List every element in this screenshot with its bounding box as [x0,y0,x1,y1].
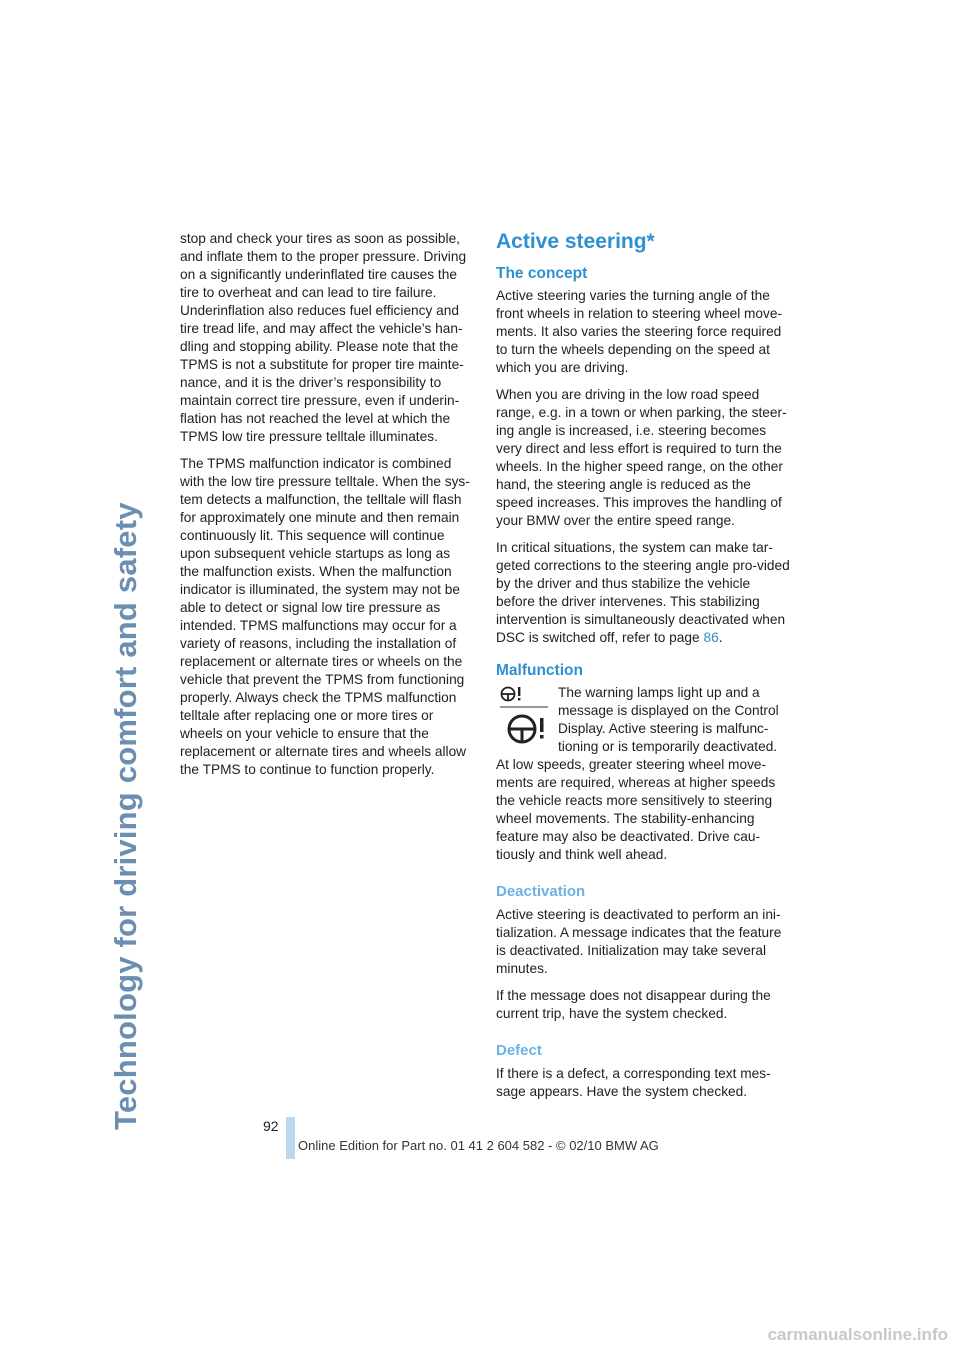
footer-edition-text: Online Edition for Part no. 01 41 2 604 582 - © 02/10 BMW AG [298,1138,659,1153]
steering-warning-large-icon [500,706,550,748]
malfunction-heading: Malfunction [496,662,583,679]
left-column [180,230,472,788]
malfunction-block [496,684,790,756]
defect-paragraph-1: If there is a defect, a corresponding text mes-sage appears. Have the system checked. [496,1066,771,1099]
left-paragraph-2: The TPMS malfunction indicator is combined with the low tire pressure telltale. When the sys-tem detects a malfunction, the telltale will flash for approximately one minute and then remain continuously lit. This sequence will continue upon subsequent vehicle startups as long as the malfunction exists. When the malfunction indicator is illuminated, the system may not be able to detect or signal low tire pressure as intended. TPMS malfunctions may occur for a variety of reasons, including the installation of replacement or alternate tires or wheels on the vehicle that prevent the TPMS from functioning properly. Always check the TPMS malfunction telltale after replacing one or more tires or wheels on your vehicle to ensure that the replacement or alternate tires and wheels allow the TPMS to continue to function properly. [180,456,470,777]
side-chapter-title: Technology for driving comfort and safety [108,502,143,1130]
section-title: Active steering* [496,230,655,253]
malfunction-paragraph-1: The warning lamps light up and a message is displayed on the Control Display. Active steering is malfunc-tioning or is temporarily deactivated. [558,685,779,754]
concept-heading: The concept [496,265,588,282]
page-number: 92 [263,1118,279,1134]
deactivation-heading: Deactivation [496,883,586,900]
defect-heading: Defect [496,1042,542,1059]
concept-paragraph-3 [496,539,790,647]
concept-paragraph-1: Active steering varies the turning angle of the front wheels in relation to steering wheel move-ments. It also varies the steering force required to turn the wheels depending on the speed at which you are driving. [496,288,783,375]
watermark: carmanualsonline.info [767,1325,948,1344]
concept-paragraph-3-text: In critical situations, the system can make tar-geted corrections to the steering angle pro-vided by the driver and thus stabilize the vehicle before the driver intervenes. This stabilizing intervention is simultaneously deactivated when DSC is switched off, refer to page [496,540,790,645]
deactivation-paragraph-2: If the message does not disappear during the current trip, have the system checked. [496,988,771,1021]
left-paragraph-1: stop and check your tires as soon as possible, and inflate them to the proper pressure. Driving on a significantly underinflated tire causes the tire to overheat and can lead to tire failure. Underinflation also reduces fuel efficiency and tire tread life, and may affect the vehicle’s han-dling and stopping ability. Please note that the TPMS is not a substitute for proper tire mainte-nance, and it is the driver’s responsibility to maintain correct tire pressure, even if underin-flation has not reached the level at which the TPMS low tire pressure telltale illuminates. [180,231,467,444]
concept-paragraph-2: When you are driving in the low road speed range, e.g. in a town or when parking, the steer-ing angle is increased, i.e. steering becomes very direct and less effort is required to turn the wheels. In the higher speed range, on the other hand, the steering angle is reduced as the speed increases. This improves the handling of your BMW over the entire speed range. [496,387,787,528]
concept-paragraph-3-end: . [718,630,723,645]
page-reference-link[interactable]: 86 [703,630,719,645]
malfunction-paragraph-2: At low speeds, greater steering wheel move-ments are required, whereas at higher speeds the vehicle reacts more sensitively to steering wheel movements. The stability-enhancing feature may also be deactivated. Drive cau-tiously and think well ahead. [496,757,776,862]
footer-accent-bar [286,1117,295,1159]
right-column [496,228,790,1110]
deactivation-paragraph-1: Active steering is deactivated to perform an ini-tialization. A message indicates that the feature is deactivated. Initialization may take several minutes. [496,907,782,976]
